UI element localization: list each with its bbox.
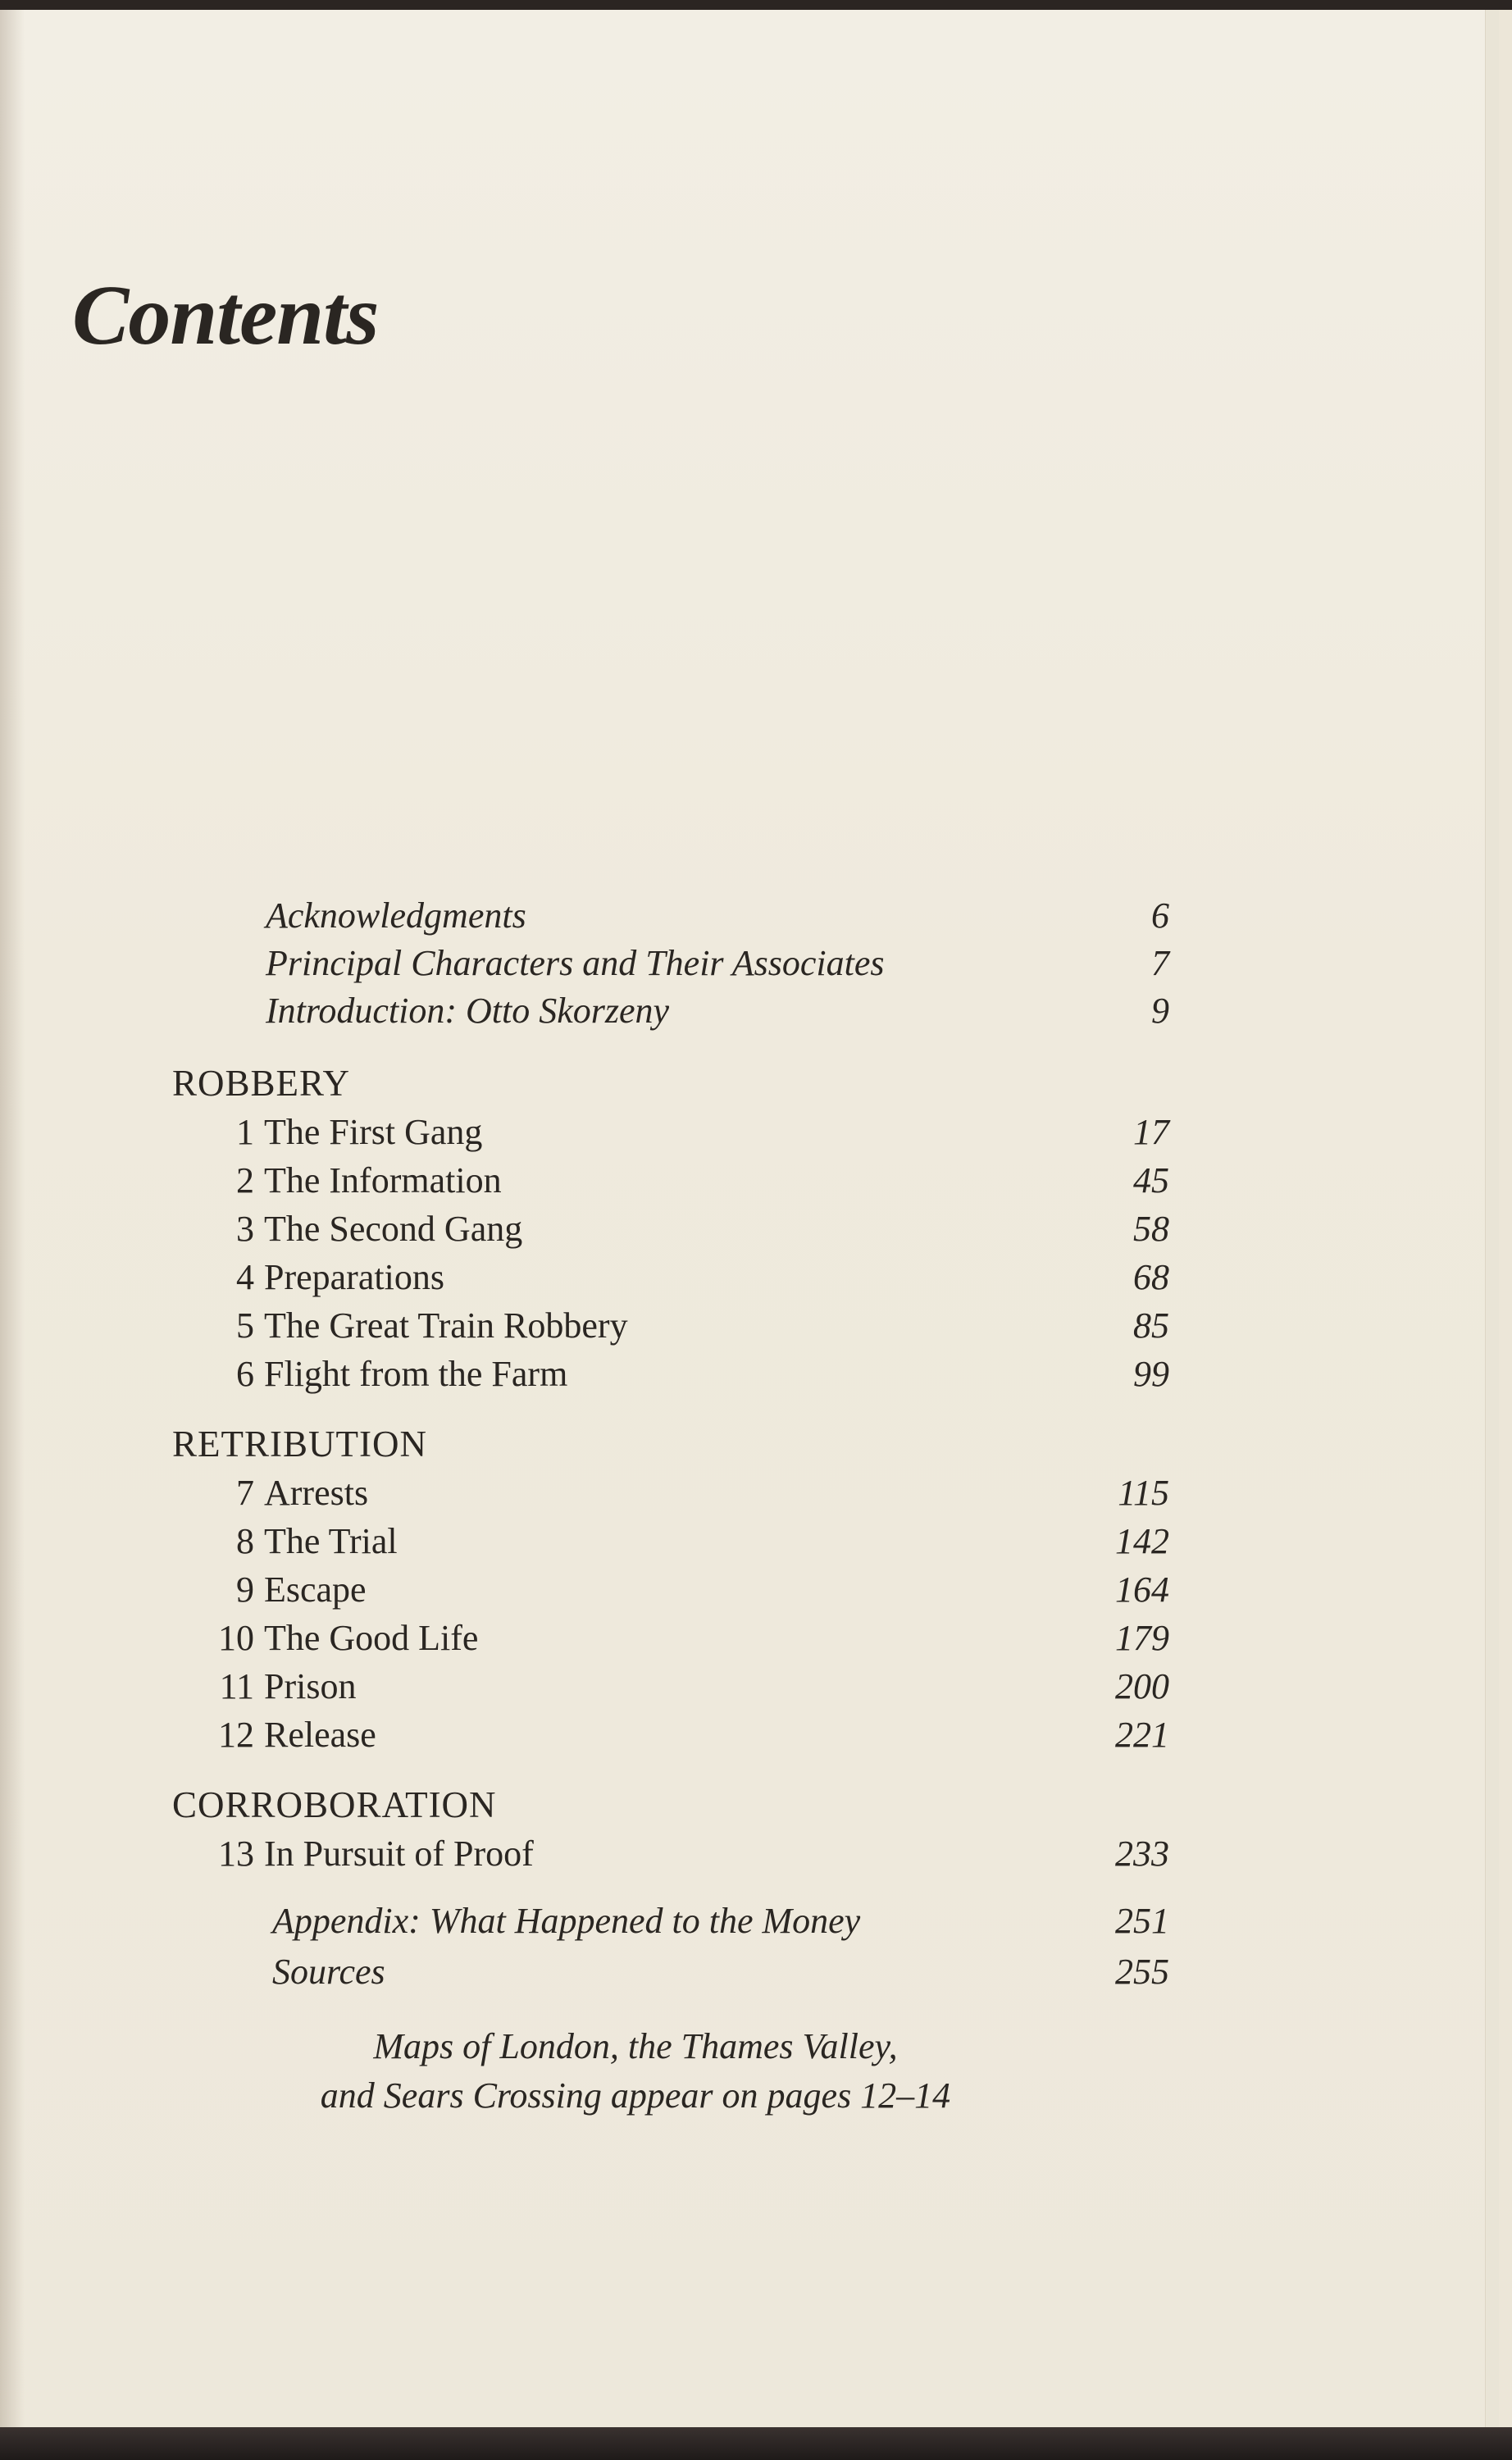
chapter-page: 68 (1133, 1257, 1169, 1297)
entry-label: Appendix: What Happened to the Money (272, 1901, 861, 1941)
toc-entry-introduction (0, 987, 1512, 1035)
chapter-page: 45 (1133, 1160, 1169, 1200)
part-heading-robbery: ROBBERY (172, 1063, 351, 1104)
toc-chapter (0, 1351, 1512, 1398)
chapter-page: 200 (1115, 1666, 1169, 1706)
toc-chapter (0, 1830, 1512, 1878)
part-heading-retribution: RETRIBUTION (172, 1424, 427, 1465)
chapter-page: 179 (1115, 1618, 1169, 1658)
chapter-number: 5 (236, 1305, 254, 1346)
part-heading-corroboration: CORROBORATION (172, 1784, 497, 1825)
chapter-title: Prison (264, 1666, 357, 1706)
top-edge (0, 0, 1512, 10)
toc-entry-acknowledgments (0, 892, 1512, 940)
chapter-number: 13 (218, 1834, 254, 1874)
bottom-edge (0, 2427, 1512, 2460)
toc-chapter (0, 1254, 1512, 1301)
chapter-page: 233 (1115, 1834, 1169, 1874)
toc-entry-sources (0, 1948, 1512, 1996)
chapter-number: 2 (236, 1160, 254, 1200)
maps-note-line-1: Maps of London, the Thames Valley, (373, 2026, 898, 2066)
toc-chapter (0, 1205, 1512, 1253)
chapter-number: 11 (219, 1666, 254, 1706)
chapter-title: The Good Life (264, 1618, 479, 1658)
toc-chapter (0, 1518, 1512, 1565)
chapter-number: 8 (236, 1521, 254, 1561)
entry-label: Sources (272, 1952, 385, 1992)
chapter-title: The First Gang (264, 1112, 483, 1152)
toc-chapter (0, 1302, 1512, 1350)
chapter-title: Flight from the Farm (264, 1354, 568, 1394)
chapter-number: 10 (218, 1618, 254, 1658)
chapter-page: 115 (1118, 1473, 1169, 1513)
chapter-number: 3 (236, 1209, 254, 1249)
chapter-title: The Trial (264, 1521, 398, 1561)
toc-chapter (0, 1469, 1512, 1517)
entry-page: 251 (1115, 1901, 1169, 1941)
chapter-number: 12 (218, 1715, 254, 1755)
chapter-title: The Second Gang (264, 1209, 523, 1249)
chapter-page: 221 (1115, 1715, 1169, 1755)
chapter-title: Release (264, 1715, 376, 1755)
chapter-page: 142 (1115, 1521, 1169, 1561)
entry-page: 255 (1115, 1952, 1169, 1992)
entry-page: 7 (1151, 943, 1169, 983)
toc-entry-principal-characters (0, 940, 1512, 987)
chapter-title: Arrests (264, 1473, 369, 1513)
toc-chapter (0, 1109, 1512, 1156)
entry-label: Principal Characters and Their Associates (266, 943, 885, 983)
chapter-page: 99 (1133, 1354, 1169, 1394)
chapter-number: 6 (236, 1354, 254, 1394)
entry-page: 6 (1151, 895, 1169, 936)
toc-chapter (0, 1615, 1512, 1662)
chapter-number: 1 (236, 1112, 254, 1152)
page-title: Contents (72, 268, 379, 362)
chapter-title: Preparations (264, 1257, 444, 1297)
toc-chapter (0, 1157, 1512, 1205)
chapter-number: 7 (236, 1473, 254, 1513)
toc-chapter (0, 1711, 1512, 1759)
chapter-number: 9 (236, 1569, 254, 1610)
chapter-page: 85 (1133, 1305, 1169, 1346)
entry-page: 9 (1151, 991, 1169, 1031)
chapter-number: 4 (236, 1257, 254, 1297)
toc-chapter (0, 1663, 1512, 1711)
maps-note (0, 2022, 1271, 2121)
toc-chapter (0, 1566, 1512, 1614)
chapter-page: 17 (1133, 1112, 1169, 1152)
chapter-title: Escape (264, 1569, 367, 1610)
chapter-title: The Great Train Robbery (264, 1305, 628, 1346)
chapter-title: The Information (264, 1160, 502, 1200)
entry-label: Acknowledgments (266, 895, 526, 936)
entry-label: Introduction: Otto Skorzeny (266, 991, 670, 1031)
chapter-page: 58 (1133, 1209, 1169, 1249)
chapter-page: 164 (1115, 1569, 1169, 1610)
chapter-title: In Pursuit of Proof (264, 1834, 534, 1874)
toc-entry-appendix (0, 1897, 1512, 1945)
maps-note-line-2: and Sears Crossing appear on pages 12–14 (320, 2075, 951, 2116)
